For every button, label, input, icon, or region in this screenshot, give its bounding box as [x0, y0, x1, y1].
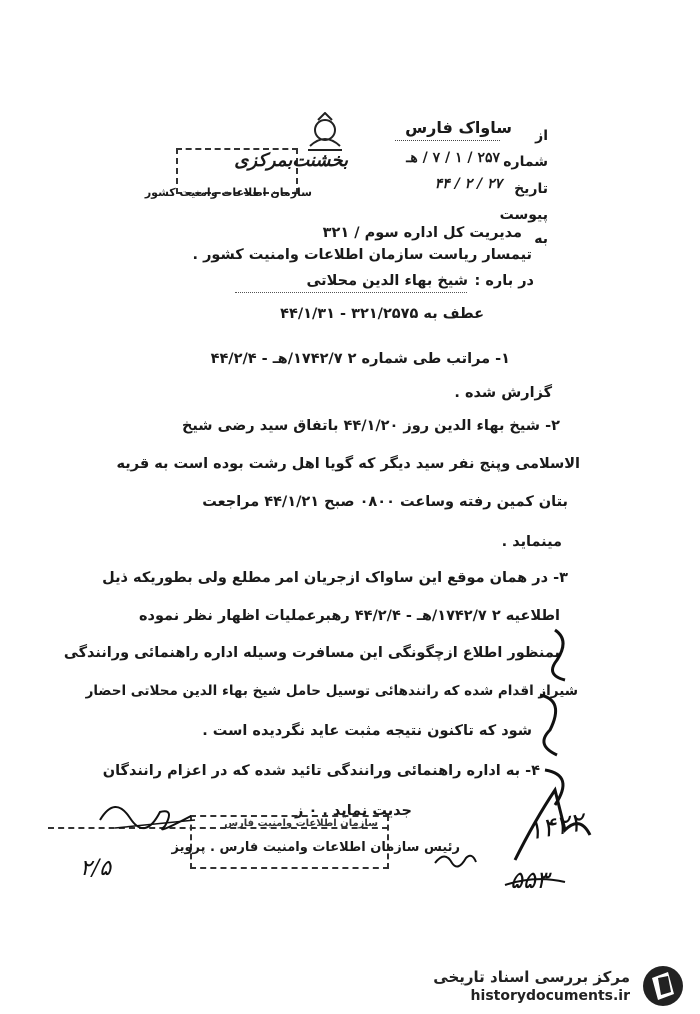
- brand-footer: [400, 950, 690, 1010]
- small-initials-icon: [430, 848, 480, 873]
- number-value: ۲۵۷ / ۱ / ۷ / هـ: [406, 150, 500, 166]
- margin-note: ۱۴۲۲: [525, 807, 587, 847]
- recipient-line-1: مدیریت کل اداره سوم / ۳۲۱: [322, 225, 522, 241]
- paragraph-line: شود که تاکنون نتیجه مثبت عاید نگردیده است .: [202, 723, 532, 739]
- stamp-subtext: سازمان اطلاعات وامنیت کشور: [144, 186, 312, 199]
- recipient-line-2: تیمسار ریاست سازمان اطلاعات وامنیت کشور .: [192, 247, 532, 263]
- date-value: ۴۴ / ۲ / ۲۷: [434, 176, 502, 192]
- date-label: تاریخ: [514, 181, 548, 197]
- paragraph-line: ۱- مراتب طی شماره ۲ ۱۷۴۲/۷/هـ - ۴۴/۲/۴: [210, 351, 510, 367]
- handwritten-page-number: ۲/۵: [80, 856, 112, 881]
- brand-name-fa: مرکز بررسی اسناد تاریخی: [433, 968, 630, 986]
- from-value: ساواک فارس: [405, 118, 512, 137]
- signature-stamp-text: سازمان اطلاعات وامنیت فارس: [224, 818, 378, 829]
- subject-underline: [235, 292, 467, 293]
- from-underline: [395, 140, 500, 141]
- paragraph-line: بمنظور اطلاع ازچگونگی این مسافرت وسیله اداره راهنمائی ورانندگی: [63, 645, 560, 661]
- subject-value: شیخ بهاء الدین محلاتی: [306, 273, 468, 289]
- paragraph-line: بتان کمین رفته وساعت ۰۸۰۰ صبح ۴۴/۱/۲۱ مراجعت: [202, 494, 568, 510]
- paragraph-line: اطلاعیه ۲ ۱۷۴۲/۷/هـ - ۴۴/۲/۴ رهبرعملیات اظهار نظر نموده: [138, 608, 560, 624]
- paragraph-line: شیراز اقدام شده که رانندهائی توسیل حامل شیخ بهاء الدین محلاتی احضار: [85, 683, 578, 699]
- brand-url: historydocuments.ir: [470, 988, 630, 1004]
- paragraph-line: گزارش شده .: [454, 385, 552, 401]
- lion-sun-emblem-icon: [300, 112, 350, 154]
- paragraph-line: ۴- به اداره راهنمائی ورانندگی تائید شده که در اعزام رانندگان: [102, 763, 540, 779]
- stamp-text: بخشنت‌بمرکزی: [234, 150, 348, 171]
- brand-logo-icon: [638, 964, 688, 1008]
- to-label: به: [534, 231, 548, 247]
- margin-handwriting-icon: [495, 620, 605, 900]
- reference-line: عطف به ۳۲۱/۲۵۷۵ - ۴۴/۱/۳۱: [280, 306, 484, 322]
- number-label: شماره: [503, 154, 548, 170]
- attachment-label: پیوست: [499, 207, 548, 223]
- from-label: از: [535, 128, 548, 144]
- paragraph-line: ۳- در همان موقع این ساواک ازجریان امر مطلع ولی بطوریکه ذیل: [102, 570, 568, 586]
- paragraph-line: مینماید .: [501, 534, 562, 550]
- paragraph-line: ۲- شیخ بهاء الدین روز ۴۴/۱/۲۰ باتفاق سید رضی شیخ: [181, 418, 560, 434]
- subject-label: در باره :: [474, 273, 534, 289]
- paragraph-line: الاسلامی وپنج نفر سید دیگر که گویا اهل رشت بوده است به قریه: [116, 456, 580, 472]
- paragraph-line: جدیت نماید . ۰ ز: [295, 803, 412, 819]
- handwritten-signature-icon: [95, 790, 205, 840]
- signature-title: رئیس سازمان اطلاعات وامنیت فارس . پرویز: [171, 840, 460, 855]
- margin-number: ۵۵۳: [510, 866, 549, 894]
